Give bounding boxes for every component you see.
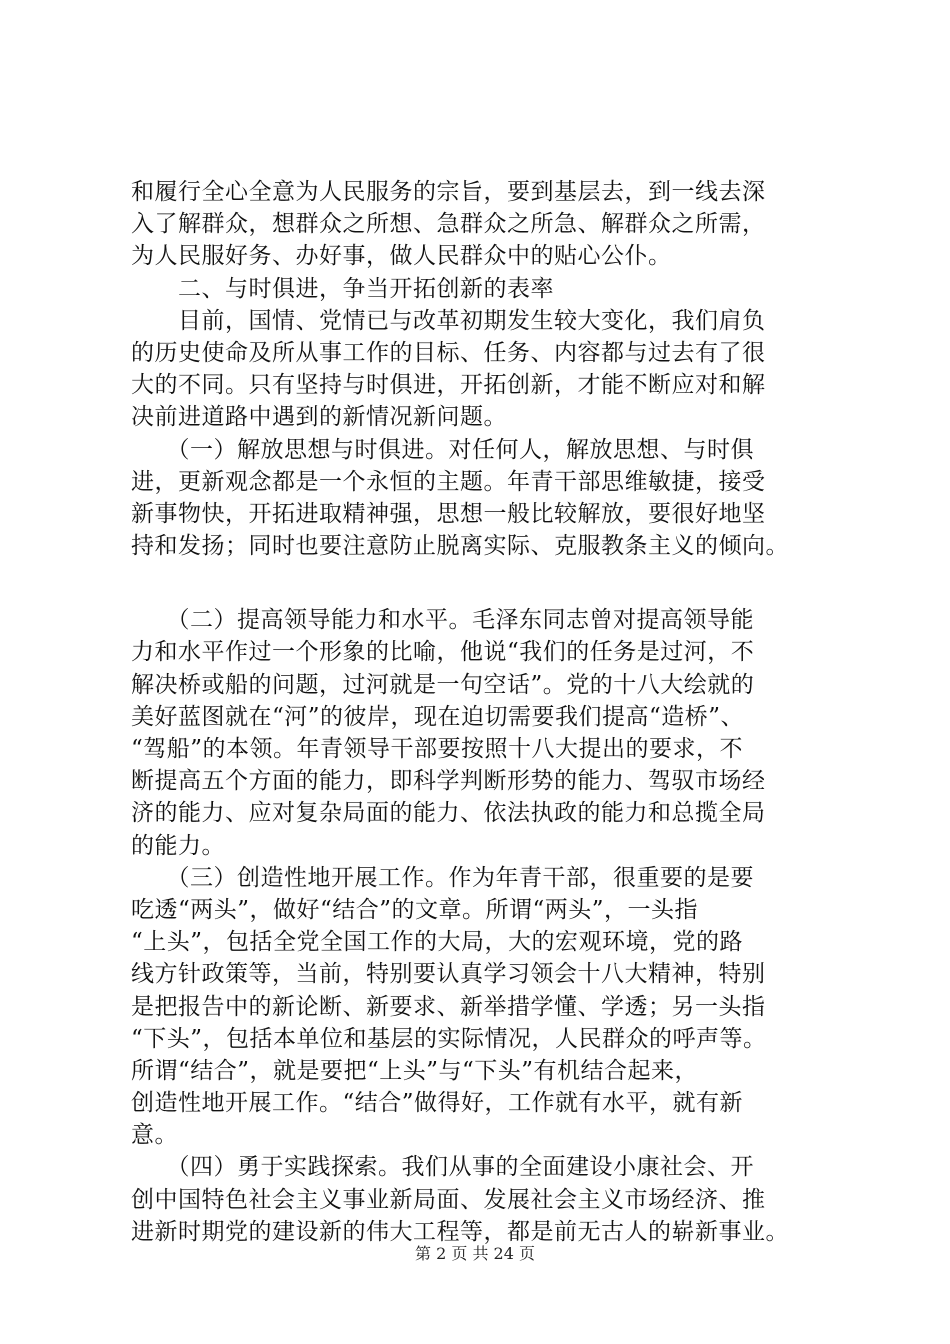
text-line: 创中国特色社会主义事业新局面、发展社会主义市场经济、推 [131, 1186, 766, 1213]
text-line: （三）创造性地开展工作。作为年青干部，很重要的是要 [131, 864, 754, 891]
text-line: 大的不同。只有坚持与时俱进，开拓创新，才能不断应对和解 [131, 372, 766, 399]
text-line: 解决桥或船的问题，过河就是一句空话”。党的十八大绘就的 [131, 671, 755, 698]
text-line: 创造性地开展工作。“结合”做得好，工作就有水平，就有新 [131, 1090, 744, 1117]
text-line: 为人民服好务、办好事，做人民群众中的贴心公仆。 [131, 243, 672, 270]
text-line: “下头”，包括本单位和基层的实际情况，人民群众的呼声等。 [131, 1025, 767, 1052]
text-line: 的历史使命及所从事工作的目标、任务、内容都与过去有了很 [131, 339, 766, 366]
text-line: 力和水平作过一个形象的比喻，他说“我们的任务是过河，不 [131, 639, 755, 666]
text-line: （二）提高领导能力和水平。毛泽东同志曾对提高领导能 [131, 607, 754, 634]
blank-line [131, 562, 831, 604]
text-line: “上头”，包括全党全国工作的大局，大的宏观环境，党的路 [131, 929, 744, 956]
text-line: 所谓“结合”，就是要把“上头”与“下头”有机结合起来， [131, 1057, 699, 1084]
section-heading: 二、与时俱进，争当开拓创新的表率 [131, 275, 554, 302]
text-line: 的能力。 [131, 832, 225, 859]
text-line: 意。 [131, 1122, 178, 1149]
text-line: 入了解群众，想群众之所想、急群众之所急、解群众之所需， [131, 211, 766, 238]
text-line: 线方针政策等，当前，特别要认真学习领会十八大精神，特别 [131, 961, 766, 988]
body-text [131, 176, 831, 1248]
text-line: 目前，国情、党情已与改革初期发生较大变化，我们肩负 [131, 307, 766, 334]
text-line: 美好蓝图就在“河”的彼岸，现在迫切需要我们提高“造桥”、 [131, 703, 745, 730]
text-line: 进新时期党的建设新的伟大工程等，都是前无古人的崭新事业。 [131, 1218, 789, 1245]
text-line: 和履行全心全意为人民服务的宗旨，要到基层去，到一线去深 [131, 179, 766, 205]
text-line: （一）解放思想与时俱进。对任何人，解放思想、与时俱 [131, 436, 754, 463]
text-line: 济的能力、应对复杂局面的能力、依法执政的能力和总揽全局 [131, 800, 766, 827]
text-line: 进，更新观念都是一个永恒的主题。年青干部思维敏捷，接受 [131, 468, 766, 495]
text-line: 新事物快，开拓进取精神强，思想一般比较解放，要很好地坚 [131, 500, 766, 527]
text-line: “驾船”的本领。年青领导干部要按照十八大提出的要求，不 [131, 736, 744, 762]
text-line: 断提高五个方面的能力，即科学判断形势的能力、驾驭市场经 [131, 768, 766, 795]
text-line: 吃透“两头”，做好“结合”的文章。所谓“两头”，一头指 [131, 896, 699, 923]
text-line: 决前进道路中遇到的新情况新问题。 [131, 404, 507, 431]
page-number-footer: 第 2 页 共 24 页 [415, 1244, 535, 1263]
text-line: （四）勇于实践探索。我们从事的全面建设小康社会、开 [131, 1154, 754, 1181]
text-line: 是把报告中的新论断、新要求、新举措学懂、学透；另一头指 [131, 993, 766, 1020]
text-line: 持和发扬；同时也要注意防止脱离实际、克服教条主义的倾向。 [131, 533, 789, 560]
